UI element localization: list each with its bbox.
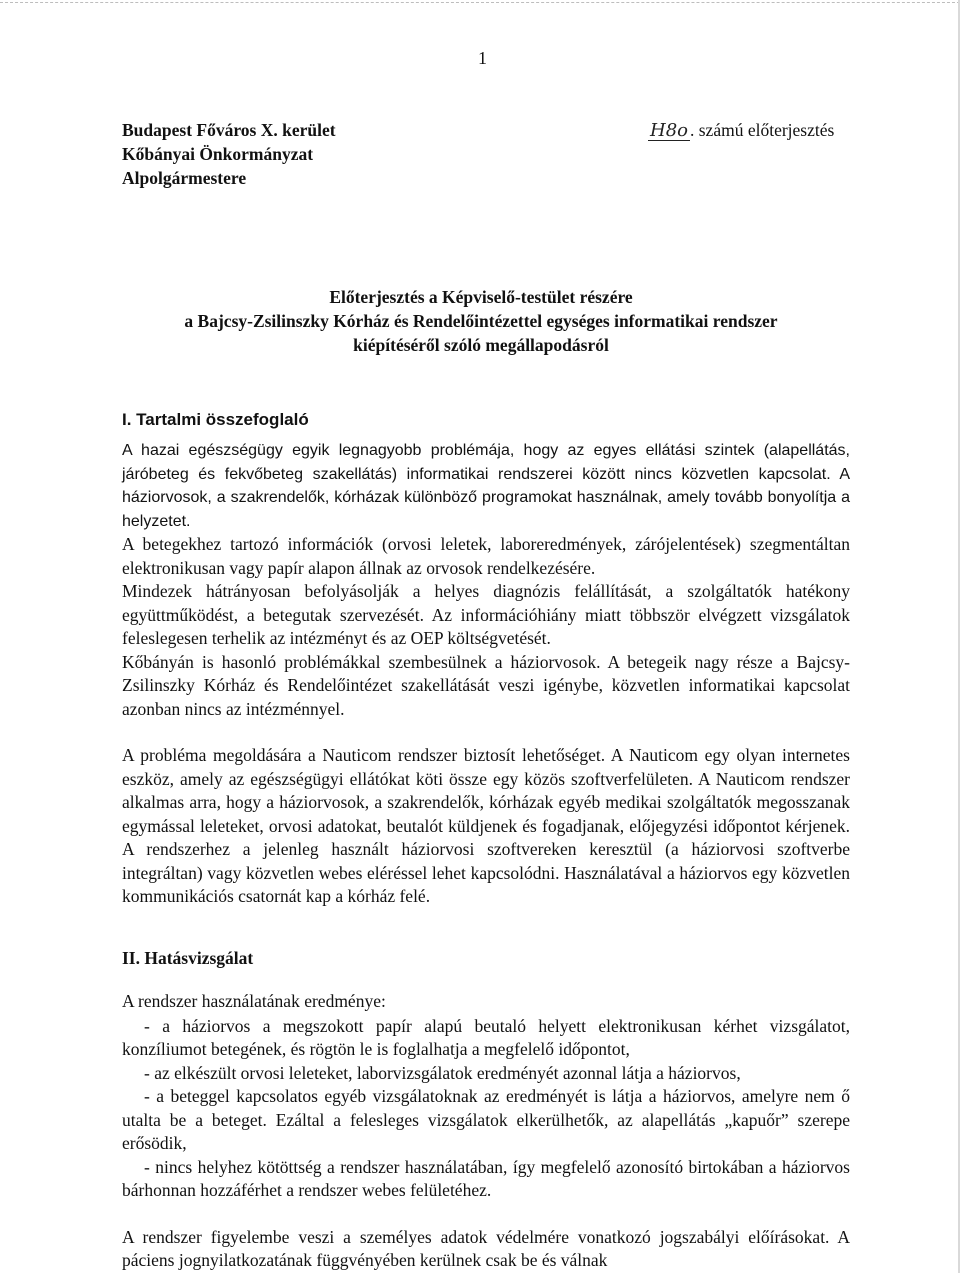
list-item: - az elkészült orvosi leleteket, laborvizsgálatok eredményét azonnal látja a háziorvos, [144,1062,741,1083]
list-item: - a beteggel kapcsolatos egyéb vizsgálatoknak az eredményét is látja a háziorvos, amelyre nem ő utalta be a beteget. Ezáltal a felesleges vizsgálatok elkerülhetők, az alapellátás „kapuőr” szerepe erősödik, [122,1086,850,1153]
title-line-2: a Bajcsy-Zsilinszky Kórház és Rendelőintézettel egységes informatikai rendszer [184,311,778,331]
section-1-body [122,439,850,909]
paragraph-spacer [122,721,850,744]
title-line-1: Előterjesztés a Képviselő-testület részére [329,287,633,307]
scan-edge-line [0,2,960,3]
paragraph-spacer [122,1203,850,1226]
list-intro: A rendszer használatának eredménye: [122,991,386,1011]
paragraph: A hazai egészségügy egyik legnagyobb problémája, hogy az egyes ellátási szintek (alapellátás, járóbeteg és fekvőbeteg szakellátás) informatikai rendszerei között nincs közvetlen kapcsolat. A háziorvosok, a szakrendelők, kórházak különböző programokat használnak, amely tovább bonyolítja a helyzetet. [122,442,850,530]
list-item: - a háziorvos a megszokott papír alapú beutaló helyett elektronikusan kérhet vizsgálatot, konzíliumot betegének, és rögtön le is foglalhatja a megfelelő időpontot, [122,1015,850,1059]
closing-paragraph: A rendszer figyelembe veszi a személyes adatok védelmére vonatkozó jogszabályi előírásokat. A páciens jognyilatkozatának függvényében kerülnek csak be és válnak [122,1226,850,1270]
issuer-block [122,118,336,190]
document-title [120,285,842,357]
section-2-body [122,990,850,1273]
issuer-line-1: Budapest Főváros X. kerület [122,120,336,140]
handwritten-number: H8o [650,120,688,141]
issuer-line-2: Kőbányai Önkormányzat [122,144,314,164]
proposal-number [648,120,834,141]
section-2-heading: II. Hatásvizsgálat [122,948,254,968]
paragraph: A probléma megoldására a Nauticom rendszer biztosít lehetőséget. A Nauticom egy olyan internetes eszköz, amely az egészségügyi ellátókat köti össze egy közös szoftverfelületen. A Nauticom rendszer alkalmas arra, hogy a háziorvosok, a szakrendelők, kórházak egyéb medikai szolgáltatók megosszanak egymással leleteket, orvosi adatokat, beutalót küldjenek és fogadjanak, előjegyzési időpontot kérjenek. A rendszerhez a jelenleg használt háziorvosi szoftvereken keresztül (a háziorvosi szoftverbe integráltan) vagy közvetlen webes eléréssel lehet kapcsolódni. Használatával a háziorvos egy közvetlen kommunikációs csatornát kap a kórház felé. [122,745,850,906]
paragraph: Mindezek hátrányosan befolyásolják a helyes diagnózis felállítását, a szolgáltatók hatékony együttműködést, a betegutak szervezését. Az információhiány miatt többször elvégzett vizsgálatok feleslegesen terhelik az intézményt és az OEP költségvetését. [122,581,850,648]
paragraph: A betegekhez tartozó információk (orvosi leletek, laboreredmények, zárójelentések) szegmentáltan elektronikusan vagy papír alapon állnak az orvosok rendelkezésére. [122,534,850,578]
proposal-number-suffix: . számú előterjesztés [690,120,835,140]
page-number: 1 [478,48,487,68]
issuer-line-3: Alpolgármestere [122,168,247,188]
section-1-heading: I. Tartalmi összefoglaló [122,410,309,429]
paragraph: Kőbányán is hasonló problémákkal szembesülnek a háziorvosok. A betegeik nagy része a Bajcsy-Zsilinszky Kórház és Rendelőintézet szakellátását veszi igénybe, közvetlen informatikai kapcsolat azonban nincs az intézménnyel. [122,651,850,719]
title-line-3: kiépítéséről szóló megállapodásról [353,335,609,355]
list-item: - nincs helyhez kötöttség a rendszer használatában, így megfelelő azonosító birtokában a háziorvos bárhonnan hozzáférhet a rendszer webes felületéhez. [122,1156,850,1200]
